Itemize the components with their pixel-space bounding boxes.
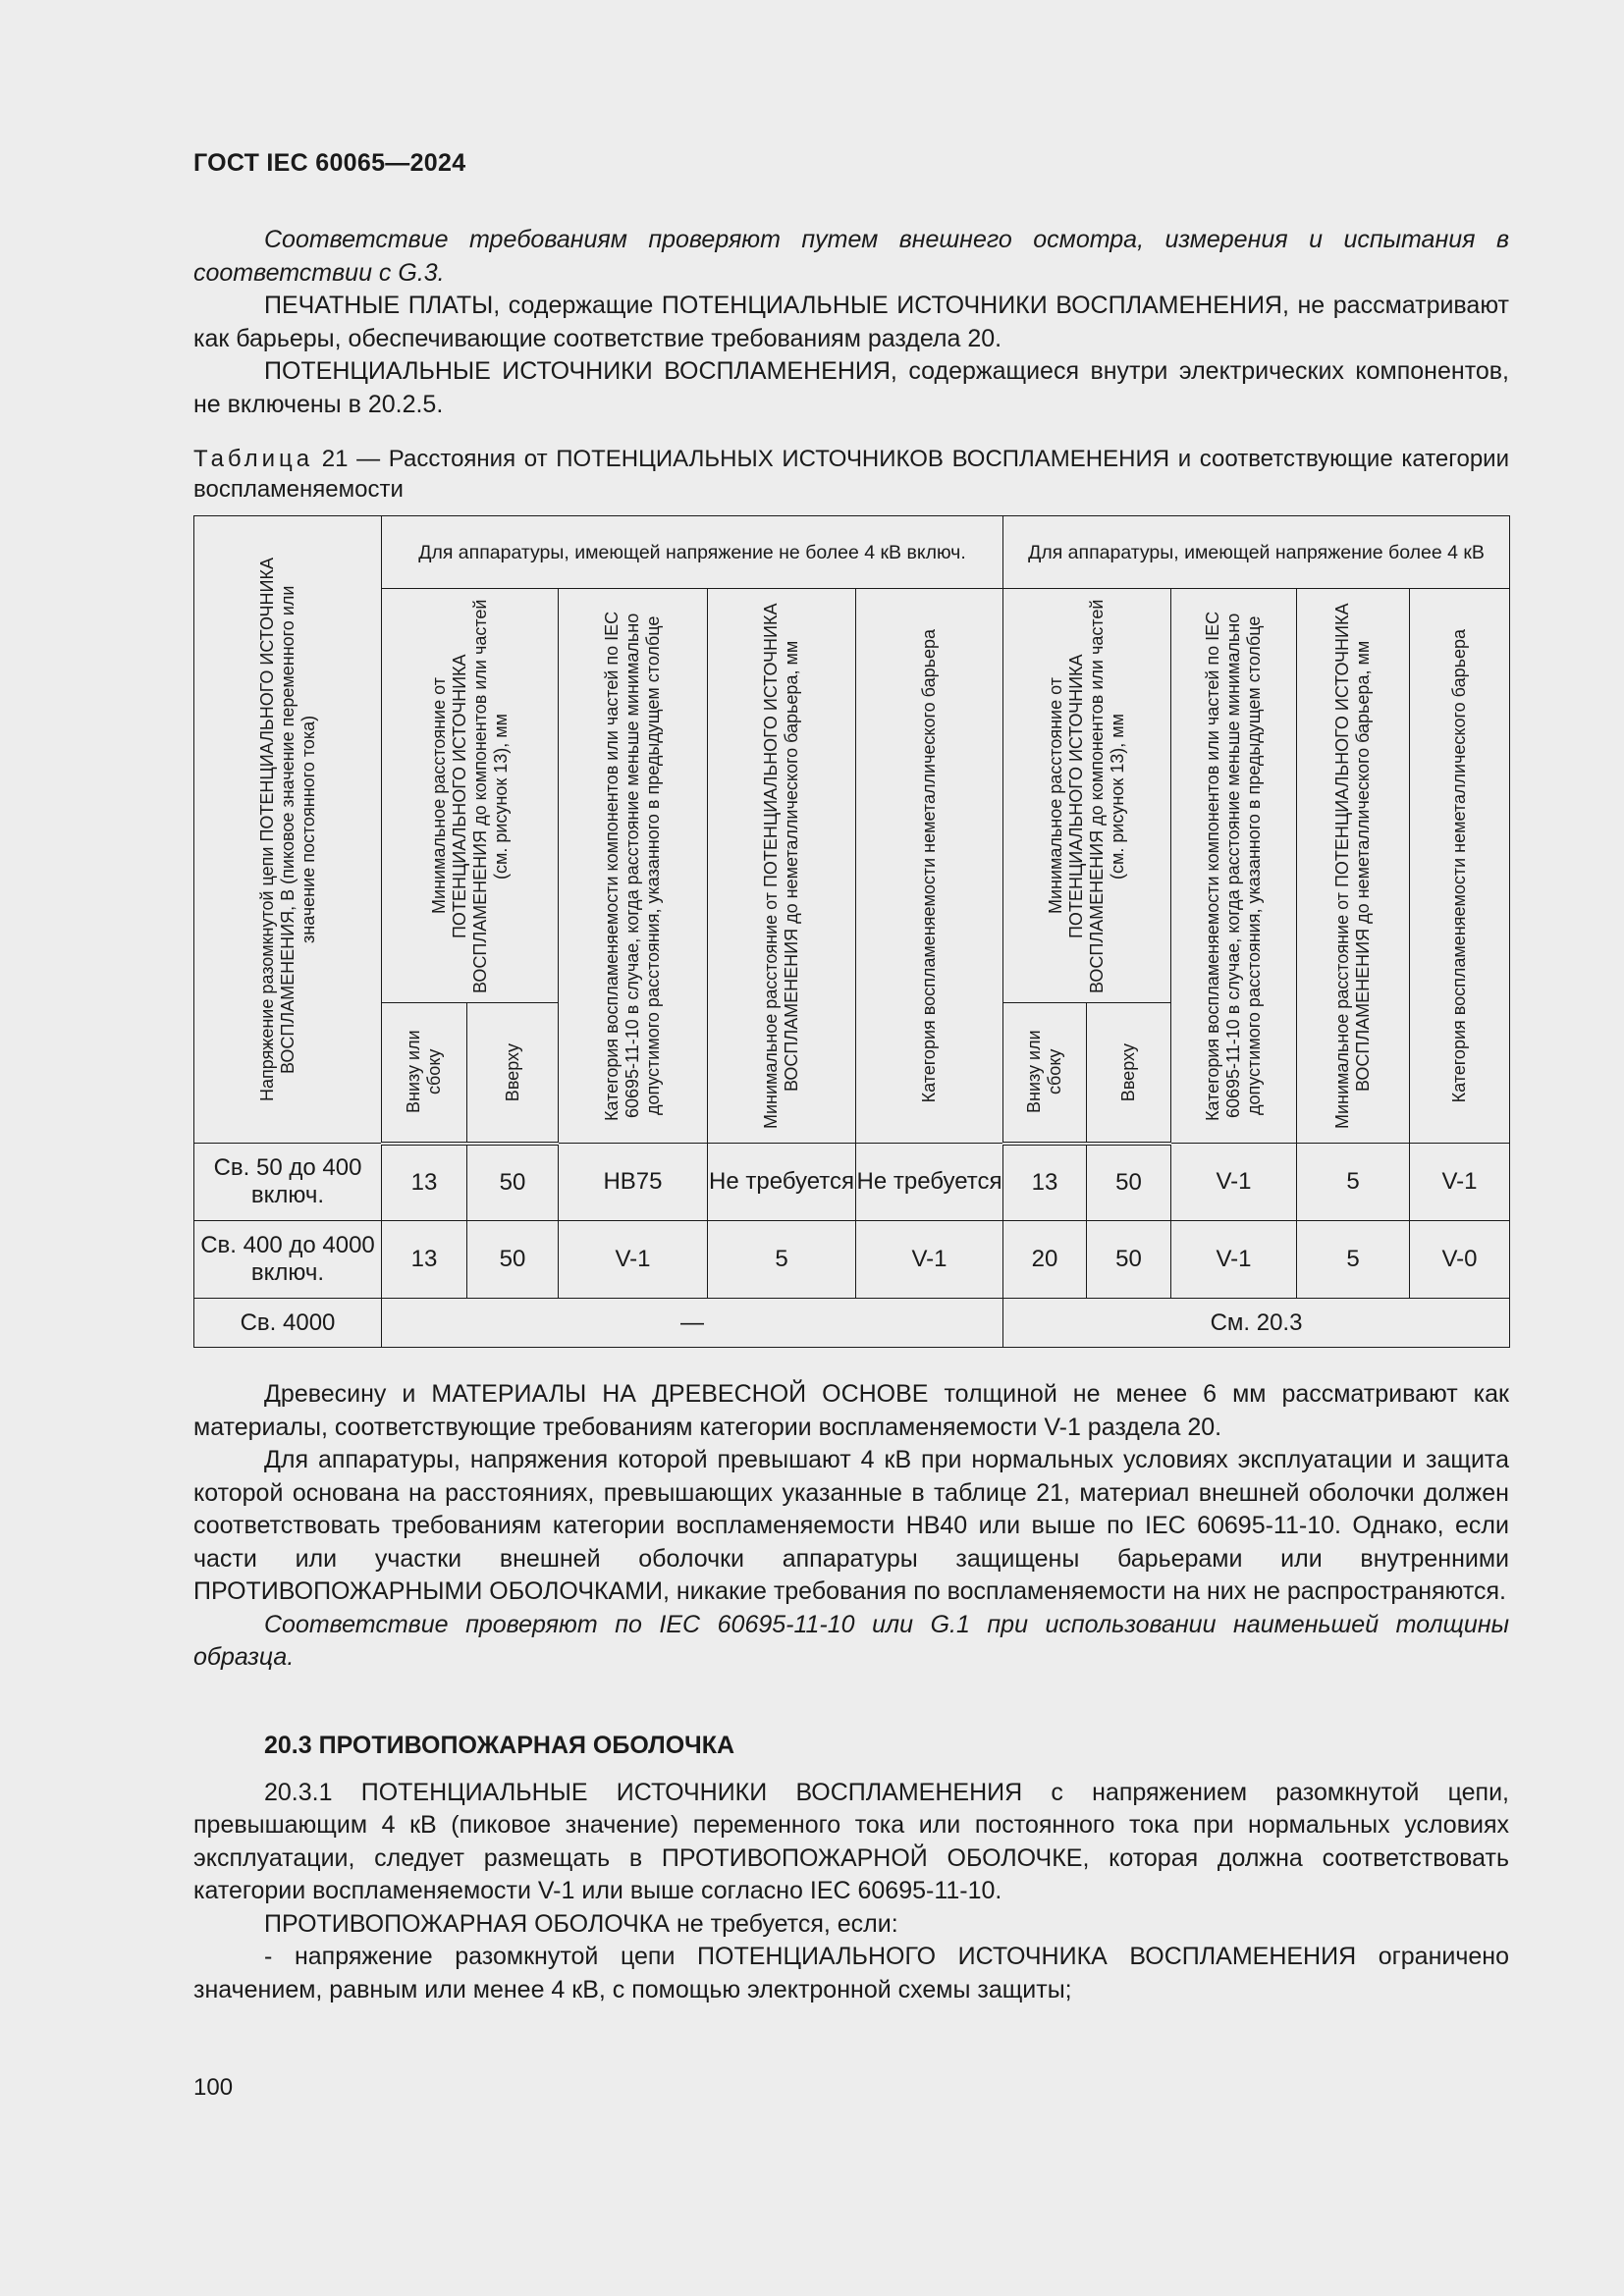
table-cell: 5 — [1297, 1221, 1410, 1299]
table-caption — [193, 444, 1509, 505]
table-row — [194, 1144, 1510, 1221]
category-header-low-cell — [559, 589, 708, 1144]
merged-cell-low: — — [382, 1299, 1003, 1348]
high-voltage-paragraph: Для аппаратуры, напряжения которой превышают 4 кВ при нормальных условиях эксплуатации и защита которой основана на расстояниях, превышающих указанные в таблице 21, материал внешней оболочки должен соответствовать требованиям категории воспламеняемости HB40 или выше по IEC 60695-11-10. Однако, если части или участки внешней оболочки аппаратуры защищены барьерами или внутренними ПРОТИВОПОЖАРНЫМИ ОБОЛОЧКАМИ, никакие требования по воспламеняемости на них не распространяются. — [193, 1446, 1509, 1605]
min-distance-header-low: Минимальное расстояние от ПОТЕНЦИАЛЬНОГО ИСТОЧНИКА ВОСПЛАМЕНЕНИЯ до компонентов или частей (см. рисунок 13), мм — [428, 598, 511, 993]
document-code-header: ГОСТ IEC 60065—2024 — [193, 149, 466, 177]
wood-paragraph: Древесину и МАТЕРИАЛЫ НА ДРЕВЕСНОЙ ОСНОВЕ толщиной не менее 6 мм рассматривают как материалы, соответствующие требованиям категории воспламеняемости V-1 раздела 20. — [193, 1380, 1509, 1441]
table-cell: 13 — [382, 1221, 467, 1299]
table-cell: V-1 — [1171, 1144, 1297, 1221]
top-subheader-high-cell — [1087, 1003, 1171, 1144]
table-cell: 5 — [1297, 1144, 1410, 1221]
group-high-voltage: Для аппаратуры, имеющей напряжение более 4 кВ — [1003, 516, 1510, 589]
table-cell: 13 — [1003, 1144, 1087, 1221]
category-header-high-cell — [1171, 589, 1297, 1144]
table-caption-label: Таблица — [193, 446, 314, 472]
table-cell: 50 — [467, 1221, 559, 1299]
side-subheader-high-cell — [1003, 1003, 1087, 1144]
barrier-distance-header-high-cell — [1297, 589, 1410, 1144]
table-row — [194, 1221, 1510, 1299]
table-cell: 50 — [467, 1144, 559, 1221]
intro-block — [193, 224, 1509, 421]
table-cell: 50 — [1087, 1221, 1171, 1299]
table-cell: Не требуется — [708, 1144, 856, 1221]
compliance-paragraph: Соответствие проверяют по IEC 60695-11-10 или G.1 при использовании наименьшей толщины образца. — [193, 1610, 1509, 1671]
after-table-block — [193, 1378, 1509, 1675]
table-cell: V-1 — [1171, 1221, 1297, 1299]
barrier-distance-header-high: Минимальное расстояние от ПОТЕНЦИАЛЬНОГО ИСТОЧНИКА ВОСПЛАМЕНЕНИЯ до неметаллического барьера, мм — [1332, 603, 1373, 1129]
top-subheader-low: Вверху — [502, 1042, 522, 1101]
merged-cell-high: См. 20.3 — [1003, 1299, 1510, 1348]
category-header-low: Категория воспламеняемости компонентов или частей по IEC 60695-11-10 в случае, когда расстояние меньше минимально допустимого расстояния, указанного в предыдущем столбце — [602, 611, 663, 1121]
intro-paragraph-1: Соответствие требованиям проверяют путем внешнего осмотра, измерения и испытания в соответствии с G.3. — [193, 226, 1509, 287]
table-cell: 13 — [382, 1144, 467, 1221]
section-paragraph-1: 20.3.1 ПОТЕНЦИАЛЬНЫЕ ИСТОЧНИКИ ВОСПЛАМЕНЕНИЯ с напряжением разомкнутой цепи, превышающим 4 кВ (пиковое значение) переменного тока или постоянного тока при нормальных условиях эксплуатации, следует размещать в ПРОТИВОПОЖАРНОЙ ОБОЛОЧКЕ, которая должна соответствовать категории воспламеняемости V-1 или выше согласно IEC 60695-11-10. — [193, 1778, 1509, 1904]
intro-paragraph-3: ПОТЕНЦИАЛЬНЫЕ ИСТОЧНИКИ ВОСПЛАМЕНЕНИЯ, содержащиеся внутри электрических компонентов, не включены в 20.2.5. — [193, 357, 1509, 418]
section-list-item: - напряжение разомкнутой цепи ПОТЕНЦИАЛЬНОГО ИСТОЧНИКА ВОСПЛАМЕНЕНИЯ ограничено значением, равным или менее 4 кВ, с помощью электронной схемы защиты; — [193, 1943, 1509, 2003]
table-cell: V-0 — [1410, 1221, 1510, 1299]
table-caption-text: 21 — Расстояния от ПОТЕНЦИАЛЬНЫХ ИСТОЧНИКОВ ВОСПЛАМЕНЕНИЯ и соответствующие категории воспламеняемости — [193, 446, 1509, 503]
category-header-high: Категория воспламеняемости компонентов или частей по IEC 60695-11-10 в случае, когда расстояние меньше минимально допустимого расстояния, указанного в предыдущем столбце — [1203, 611, 1264, 1121]
row-label: Св. 400 до 4000 включ. — [194, 1221, 382, 1299]
distances-table — [193, 515, 1510, 1348]
barrier-category-header-low: Категория воспламеняемости неметаллического барьера — [919, 628, 939, 1103]
table-cell: Не требуется — [856, 1144, 1003, 1221]
top-subheader-high: Вверху — [1118, 1042, 1138, 1101]
side-subheader-low-cell — [382, 1003, 467, 1144]
table-cell: HB75 — [559, 1144, 708, 1221]
top-subheader-low-cell — [467, 1003, 559, 1144]
intro-paragraph-2: ПЕЧАТНЫЕ ПЛАТЫ, содержащие ПОТЕНЦИАЛЬНЫЕ ИСТОЧНИКИ ВОСПЛАМЕНЕНИЯ, не рассматривают как барьеры, обеспечивающие соответствие требованиям раздела 20. — [193, 292, 1509, 352]
min-distance-header-high: Минимальное расстояние от ПОТЕНЦИАЛЬНОГО ИСТОЧНИКА ВОСПЛАМЕНЕНИЯ до компонентов или частей (см. рисунок 13), мм — [1046, 598, 1127, 993]
min-distance-header-high-cell — [1003, 589, 1171, 1003]
barrier-distance-header-low-cell — [708, 589, 856, 1144]
table-cell: 5 — [708, 1221, 856, 1299]
table-row — [194, 1299, 1510, 1348]
section-heading: 20.3 ПРОТИВОПОЖАРНАЯ ОБОЛОЧКА — [264, 1732, 735, 1759]
section-paragraph-2: ПРОТИВОПОЖАРНАЯ ОБОЛОЧКА не требуется, если: — [264, 1909, 898, 1938]
row-label: Св. 4000 — [194, 1299, 382, 1348]
table-cell: V-1 — [559, 1221, 708, 1299]
side-subheader-low: Внизу или сбоку — [404, 1030, 444, 1114]
barrier-distance-header-low: Минимальное расстояние от ПОТЕНЦИАЛЬНОГО ИСТОЧНИКА ВОСПЛАМЕНЕНИЯ до неметаллического барьера, мм — [761, 603, 801, 1129]
group-low-voltage: Для аппаратуры, имеющей напряжение не более 4 кВ включ. — [382, 516, 1003, 589]
table-cell: 50 — [1087, 1144, 1171, 1221]
barrier-category-header-low-cell — [856, 589, 1003, 1144]
section-block — [193, 1730, 1509, 2006]
voltage-header-cell — [194, 516, 382, 1144]
side-subheader-high: Внизу или сбоку — [1024, 1030, 1064, 1114]
table-cell: V-1 — [1410, 1144, 1510, 1221]
page-number: 100 — [193, 2074, 234, 2101]
barrier-category-header-high: Категория воспламеняемости неметаллического барьера — [1449, 628, 1470, 1103]
min-distance-header-low-cell — [382, 589, 559, 1003]
barrier-category-header-high-cell — [1410, 589, 1510, 1144]
voltage-header: Напряжение разомкнутой цепи ПОТЕНЦИАЛЬНОГО ИСТОЧНИКА ВОСПЛАМЕНЕНИЯ, В (пиковое значение переменного или значение постоянного тока) — [256, 558, 318, 1101]
row-label: Св. 50 до 400 включ. — [194, 1144, 382, 1221]
table-cell: V-1 — [856, 1221, 1003, 1299]
table-cell: 20 — [1003, 1221, 1087, 1299]
